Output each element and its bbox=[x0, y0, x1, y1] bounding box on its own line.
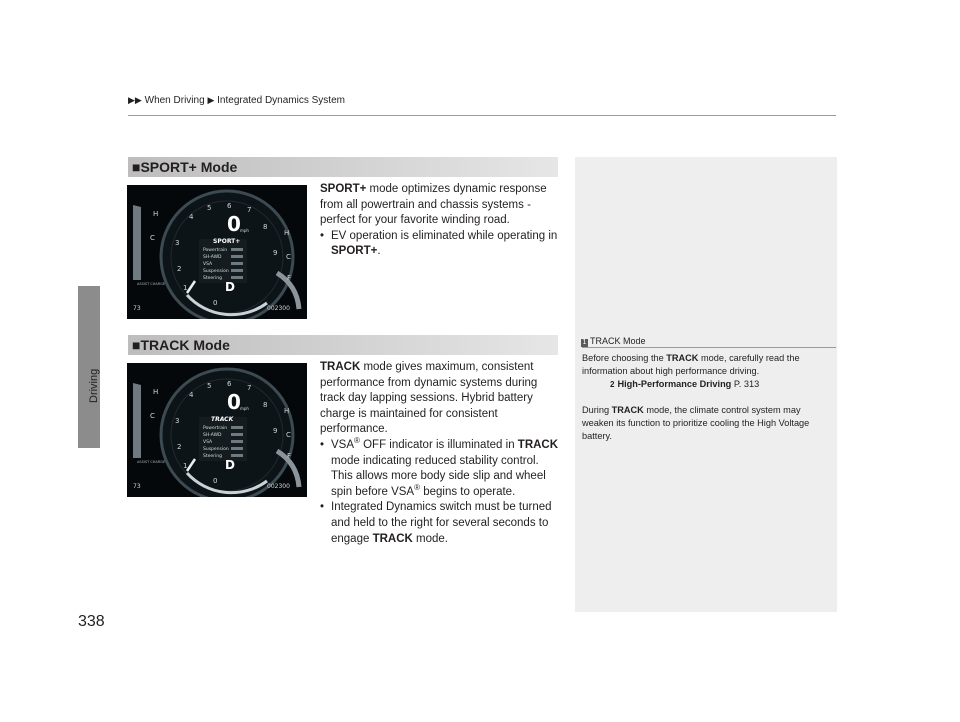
cluster-menu-item: SH-AWD bbox=[203, 255, 222, 260]
xref-title: High-Performance Driving bbox=[617, 379, 732, 390]
paragraph-text: mode gives maximum, consistent performance from dynamic systems during track day lapping sessions. Hybrid battery charge is maintained for consistent performance. bbox=[320, 361, 538, 436]
chapter-side-tab bbox=[78, 286, 100, 448]
registered-mark: ® bbox=[354, 436, 360, 446]
bullet-text: EV operation is eliminated while operating in bbox=[331, 229, 558, 242]
svg-text:3: 3 bbox=[175, 417, 180, 425]
breadcrumb-item-when-driving[interactable]: When Driving bbox=[144, 95, 205, 106]
bullet-text: mode indicating reduced stability control. This allows more body side slip and wheel spin before VSA bbox=[331, 454, 546, 498]
cluster-graphic bbox=[127, 185, 307, 319]
note-divider bbox=[582, 347, 836, 348]
svg-text:7: 7 bbox=[247, 384, 252, 392]
svg-text:C: C bbox=[150, 234, 155, 242]
cluster-menu-item: Steering bbox=[203, 454, 222, 459]
bullet-text: . bbox=[377, 245, 381, 258]
section-heading-track: ■TRACK Mode bbox=[128, 335, 558, 355]
sport-plus-cluster-image bbox=[127, 185, 307, 319]
svg-text:H: H bbox=[153, 388, 159, 396]
outside-temp: 73 bbox=[133, 305, 141, 312]
bullet-text: begins to operate. bbox=[420, 485, 516, 498]
mode-name: TRACK bbox=[372, 532, 413, 545]
svg-text:2: 2 bbox=[177, 443, 182, 451]
svg-text:9: 9 bbox=[273, 427, 278, 435]
note-text: During bbox=[582, 404, 612, 415]
cluster-menu-item: Suspension bbox=[203, 269, 229, 274]
speed-readout: 0 bbox=[227, 390, 241, 414]
svg-text:4: 4 bbox=[189, 391, 194, 399]
bullet-text: OFF indicator is illuminated in bbox=[359, 438, 518, 451]
svg-text:H: H bbox=[284, 229, 290, 237]
note-marker-icon: 1 bbox=[582, 339, 587, 346]
left-gauge-label: ASSIST CHARGE bbox=[137, 282, 166, 286]
cluster-menu-item: Powertrain bbox=[203, 426, 228, 431]
svg-text:H: H bbox=[153, 210, 159, 218]
mode-name: TRACK bbox=[666, 353, 699, 363]
note-text: mode, carefully read the information about high performance driving. bbox=[582, 353, 800, 377]
svg-text:8: 8 bbox=[263, 223, 268, 231]
drive-mode-label: TRACK bbox=[211, 416, 234, 423]
note-body bbox=[582, 352, 834, 443]
mode-name: TRACK bbox=[320, 361, 361, 373]
mode-name: TRACK bbox=[517, 438, 559, 451]
svg-text:6: 6 bbox=[227, 202, 232, 210]
note-text: mode, the climate control system may weaken its function to prioritize cooling the High Voltage battery. bbox=[582, 404, 810, 442]
header-divider bbox=[128, 115, 836, 116]
drive-mode-label: SPORT+ bbox=[213, 238, 241, 245]
speed-readout: 0 bbox=[227, 212, 241, 236]
mode-name: SPORT+ bbox=[320, 183, 367, 195]
section-heading-sport-plus: ■SPORT+ Mode bbox=[128, 157, 558, 177]
chapter-label: Driving bbox=[88, 368, 100, 403]
cluster-menu-item: Suspension bbox=[203, 447, 229, 452]
cluster-menu-item: Powertrain bbox=[203, 248, 228, 253]
outside-temp: 73 bbox=[133, 483, 141, 490]
speed-unit: mph bbox=[240, 406, 249, 411]
svg-text:6: 6 bbox=[227, 380, 232, 388]
svg-text:5: 5 bbox=[207, 204, 212, 212]
cluster-menu-item: VSA bbox=[203, 440, 213, 445]
cross-reference-link[interactable] bbox=[582, 378, 834, 391]
cluster-graphic bbox=[127, 363, 307, 497]
bullet-item bbox=[320, 229, 560, 260]
svg-text:7: 7 bbox=[247, 206, 252, 214]
svg-text:H: H bbox=[284, 407, 290, 415]
paragraph-text: mode optimizes dynamic response from all powertrain and chassis systems - perfect for your favorite winding road. bbox=[320, 183, 547, 227]
gear-indicator: D bbox=[225, 280, 235, 294]
mode-name: TRACK bbox=[611, 404, 644, 415]
odometer: 002300 bbox=[267, 305, 290, 312]
registered-mark: ® bbox=[414, 482, 421, 492]
cross-reference-icon: 2 bbox=[610, 380, 615, 390]
svg-text:0: 0 bbox=[213, 477, 218, 485]
svg-text:F: F bbox=[287, 274, 292, 282]
bullet-item bbox=[320, 438, 560, 500]
svg-text:9: 9 bbox=[273, 249, 278, 257]
bullet-text: Integrated Dynamics switch must be turned and held to the right for several seconds to engage bbox=[331, 501, 552, 545]
mode-name: SPORT+ bbox=[331, 245, 378, 258]
cluster-menu-item: SH-AWD bbox=[203, 433, 222, 438]
note-heading bbox=[581, 336, 646, 347]
speed-unit: mph bbox=[240, 228, 249, 233]
sport-plus-description bbox=[320, 182, 560, 260]
svg-text:4: 4 bbox=[189, 213, 194, 221]
odometer: 002300 bbox=[267, 483, 290, 490]
svg-text:3: 3 bbox=[175, 239, 180, 247]
svg-text:0: 0 bbox=[213, 299, 218, 307]
bullet-text: VSA bbox=[331, 438, 355, 451]
breadcrumb-item-integrated-dynamics[interactable]: Integrated Dynamics System bbox=[217, 95, 345, 106]
cluster-menu-item: Steering bbox=[203, 276, 222, 281]
svg-text:1: 1 bbox=[183, 284, 188, 292]
svg-text:C: C bbox=[286, 431, 291, 439]
xref-page: P. 313 bbox=[731, 379, 760, 390]
bullet-item bbox=[320, 500, 560, 547]
svg-text:2: 2 bbox=[177, 265, 182, 273]
cluster-menu-item: VSA bbox=[203, 262, 213, 267]
left-gauge-label: ASSIST CHARGE bbox=[137, 460, 166, 464]
track-cluster-image bbox=[127, 363, 307, 497]
page-number: 338 bbox=[78, 613, 105, 630]
svg-text:8: 8 bbox=[263, 401, 268, 409]
bullet-text: mode. bbox=[412, 532, 448, 545]
track-description bbox=[320, 360, 560, 547]
svg-text:C: C bbox=[150, 412, 155, 420]
chevron-right-icon: ▶▶ bbox=[128, 95, 142, 105]
chevron-right-icon: ▶ bbox=[207, 95, 215, 105]
svg-text:C: C bbox=[286, 253, 291, 261]
note-title: TRACK Mode bbox=[590, 336, 646, 346]
breadcrumb bbox=[128, 95, 345, 106]
gear-indicator: D bbox=[225, 458, 235, 472]
svg-text:F: F bbox=[287, 452, 292, 460]
svg-text:5: 5 bbox=[207, 382, 212, 390]
svg-text:1: 1 bbox=[183, 462, 188, 470]
note-text: Before choosing the bbox=[582, 353, 667, 363]
